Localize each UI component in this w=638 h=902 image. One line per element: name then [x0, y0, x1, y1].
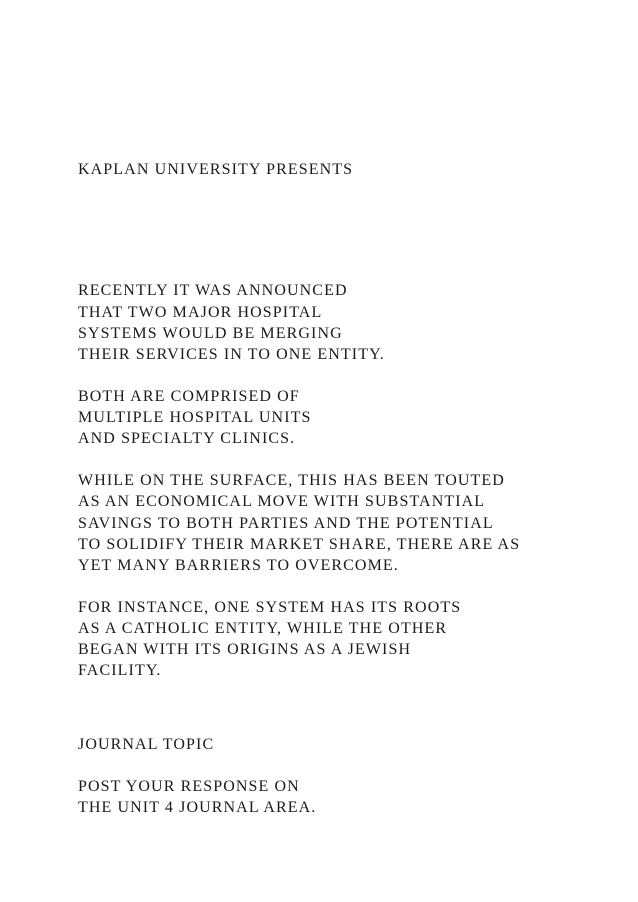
paragraph-4-line-1: FOR INSTANCE, ONE SYSTEM HAS ITS ROOTS [78, 599, 462, 616]
paragraph-3-line-2: AS AN ECONOMICAL MOVE WITH SUBSTANTIAL [78, 493, 486, 510]
paragraph-1-line-1: RECENTLY IT WAS ANNOUNCED [78, 282, 348, 299]
paragraph-3-line-4: TO SOLIDIFY THEIR MARKET SHARE, THERE ARE AS [78, 536, 521, 553]
paragraph-3-line-3: SAVINGS TO BOTH PARTIES AND THE POTENTIAL [78, 515, 494, 532]
paragraph-1-line-2: THAT TWO MAJOR HOSPITAL [78, 304, 323, 321]
paragraph-3-line-1: WHILE ON THE SURFACE, THIS HAS BEEN TOUTED [78, 472, 505, 489]
paragraph-1-line-4: THEIR SERVICES IN TO ONE ENTITY. [78, 346, 385, 363]
paragraph-2-line-3: AND SPECIALTY CLINICS. [78, 430, 296, 447]
document-header: KAPLAN UNIVERSITY PRESENTS [78, 161, 354, 178]
paragraph-2-line-1: BOTH ARE COMPRISED OF [78, 388, 300, 405]
paragraph-4-line-3: BEGAN WITH ITS ORIGINS AS A JEWISH [78, 641, 412, 658]
paragraph-3-line-5: YET MANY BARRIERS TO OVERCOME. [78, 557, 399, 574]
journal-heading: JOURNAL TOPIC [78, 736, 215, 753]
paragraph-4-line-4: FACILITY. [78, 662, 162, 679]
paragraph-5-line-2: THE UNIT 4 JOURNAL AREA. [78, 799, 317, 816]
paragraph-4-line-2: AS A CATHOLIC ENTITY, WHILE THE OTHER [78, 620, 448, 637]
paragraph-5-line-1: POST YOUR RESPONSE ON [78, 778, 300, 795]
paragraph-2-line-2: MULTIPLE HOSPITAL UNITS [78, 409, 312, 426]
paragraph-1-line-3: SYSTEMS WOULD BE MERGING [78, 325, 343, 342]
